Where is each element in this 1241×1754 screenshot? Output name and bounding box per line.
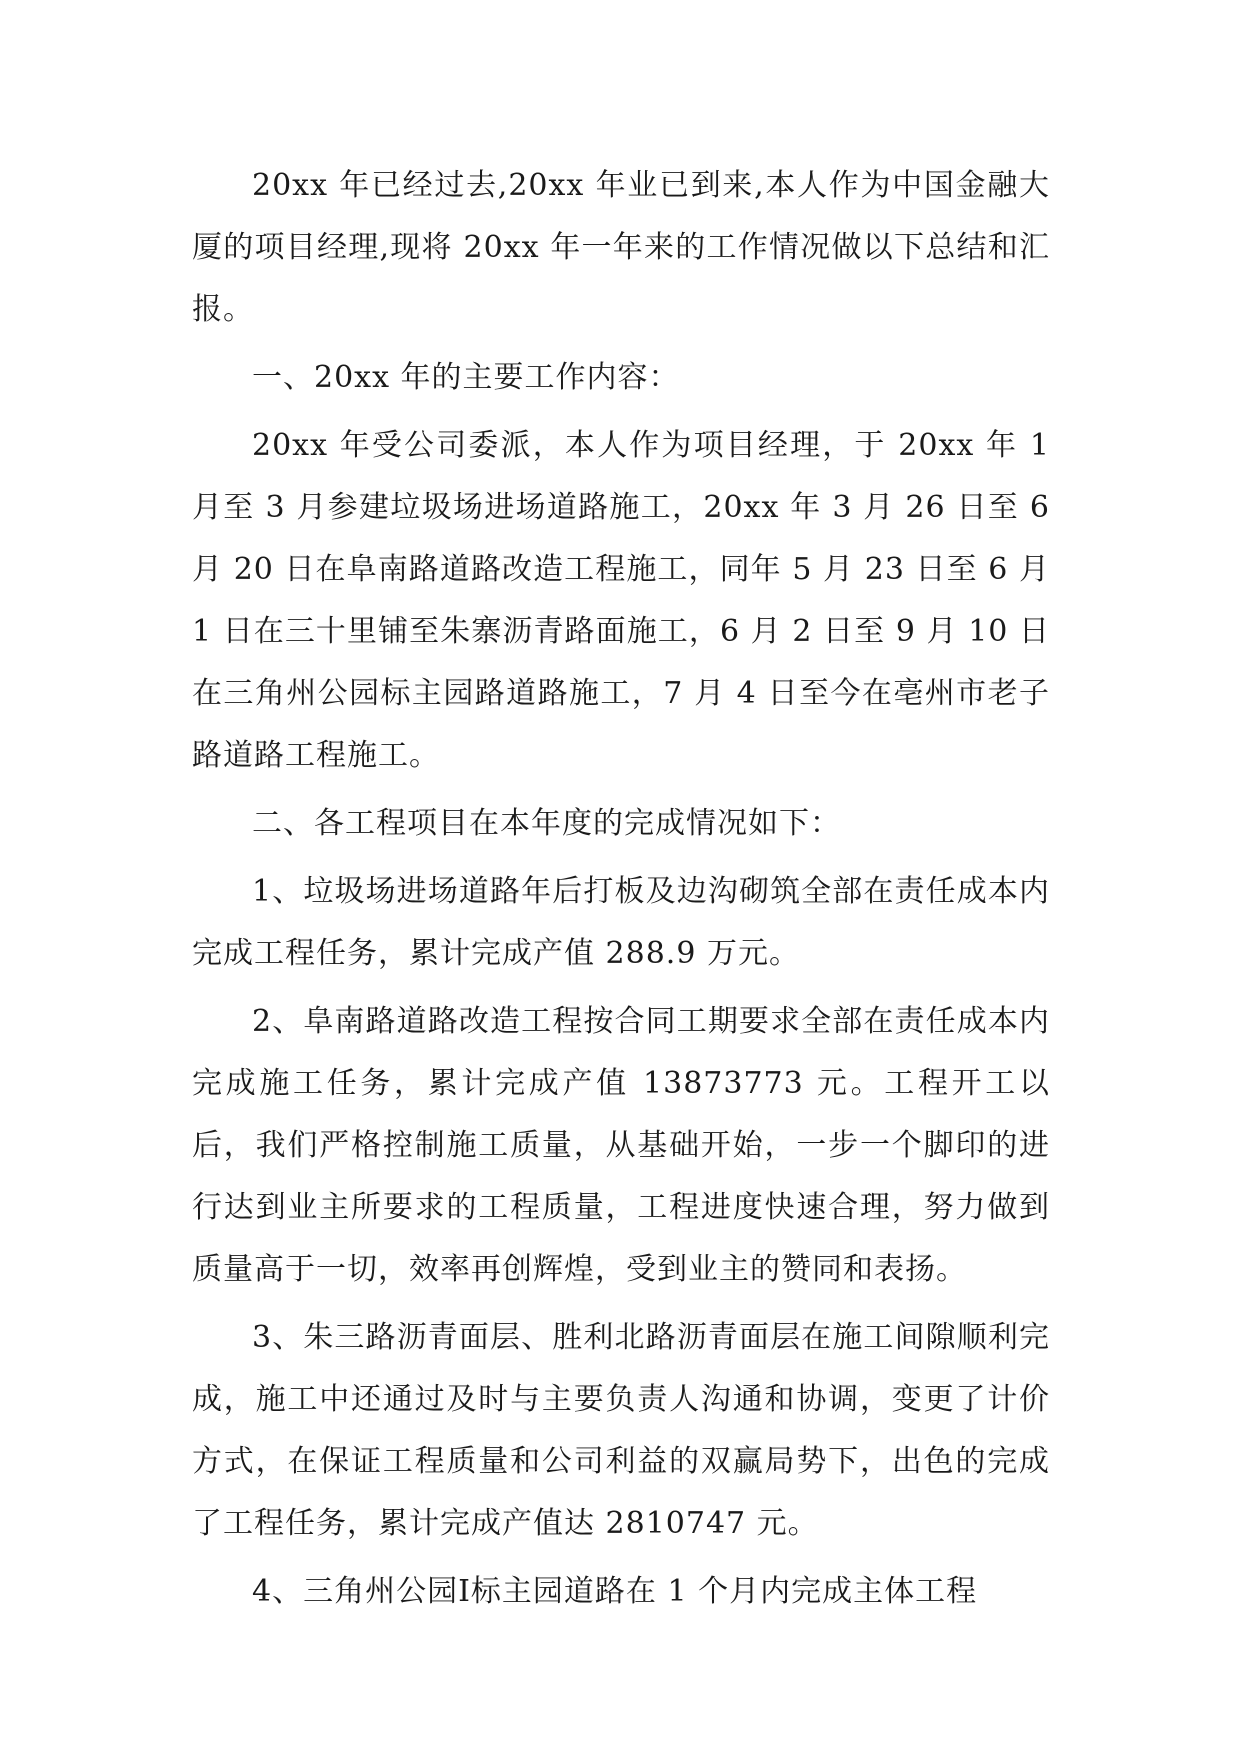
- heading-main-work: 一、20xx 年的主要工作内容：: [252, 360, 680, 395]
- paragraph-intro: 20xx 年已经过去,20xx 年业已到来,本人作为中国金融大厦的项目经理,现将 20xx 年一年来的工作情况做以下总结和汇报。: [192, 168, 1050, 327]
- paragraph-item-3: 3、朱三路沥青面层、胜利北路沥青面层在施工间隙顺利完成，施工中还通过及时与主要负责人沟通和协调，变更了计价方式，在保证工程质量和公司利益的双赢局势下，出色的完成了工程任务，累计完成产值达 2810747 元。: [192, 1320, 1050, 1541]
- paragraph-item-2: 2、阜南路道路改造工程按合同工期要求全部在责任成本内完成施工任务，累计完成产值 13873773 元。工程开工以后，我们严格控制施工质量，从基础开始，一步一个脚印的进行达到业主所要求的工程质量，工程进度快速合理，努力做到质量高于一切，效率再创辉煌，受到业主的赞同和表扬。: [192, 1004, 1050, 1287]
- paragraph-item-4: 4、三角州公园Ⅰ标主园道路在 1 个月内完成主体工程: [252, 1574, 978, 1609]
- paragraph-item-1: 1、垃圾场进场道路年后打板及边沟砌筑全部在责任成本内完成工程任务，累计完成产值 288.9 万元。: [192, 874, 1050, 971]
- paragraph-work-content: 20xx 年受公司委派，本人作为项目经理，于 20xx 年 1 月至 3 月参建垃圾场进场道路施工，20xx 年 3 月 26 日至 6 月 20 日在阜南路道路改造工程施工，同年 5 月 23 日至 6 月 1 日在三十里铺至朱寨沥青路面施工，6 月 2 日至 9 月 10 日在三角州公园标主园路道路施工，7 月 4 日至今在亳州市老子路道路工程施工。: [192, 428, 1050, 773]
- document-body: [192, 155, 1050, 1629]
- heading-completion: 二、各工程项目在本年度的完成情况如下：: [252, 806, 841, 841]
